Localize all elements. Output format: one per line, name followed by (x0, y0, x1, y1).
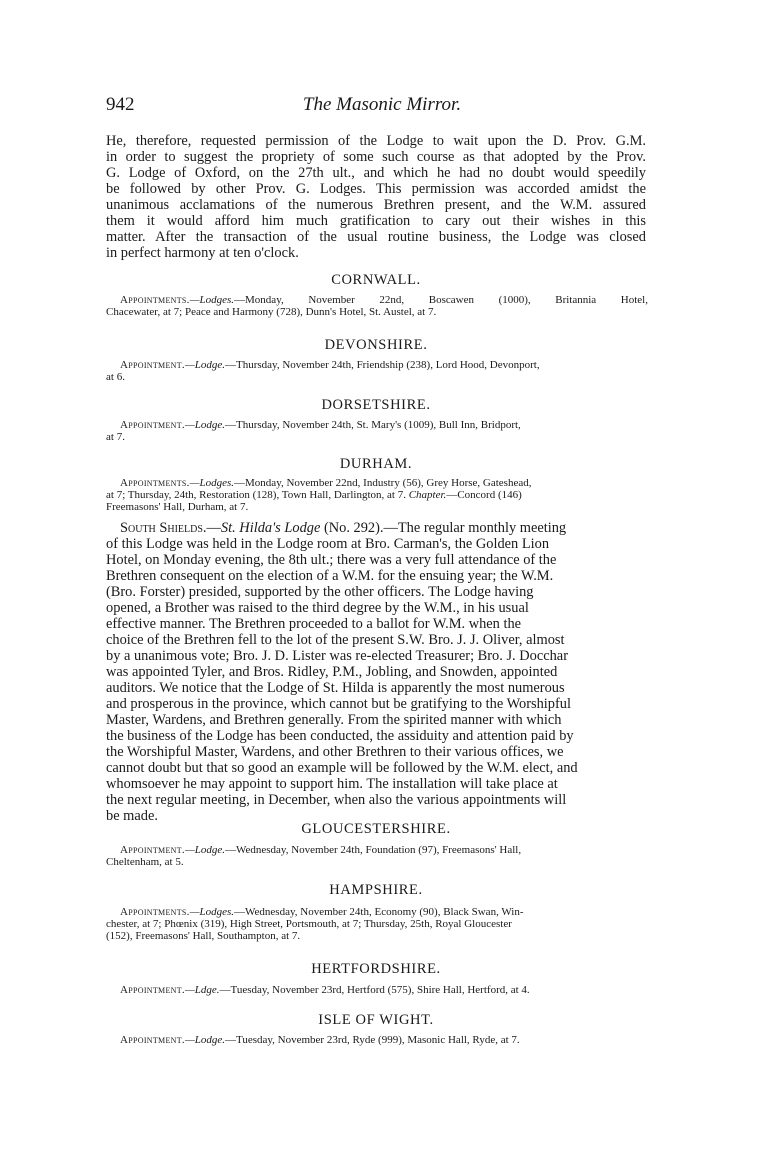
text-line: —Tuesday, November 23rd, Ryde (999), Masonic Hall, Ryde, at 7. (225, 1034, 520, 1046)
text-line: in order to suggest the propriety of some such course as that adopted by the Prov. (106, 149, 646, 165)
text-line: G. Lodge of Oxford, on the 27th ult., and which he had no doubt would speedily (106, 165, 646, 181)
text-line: unanimous acclamations of the numerous Brethren present, and the W.M. assured (106, 197, 646, 213)
text-line: of this Lodge was held in the Lodge room at Bro. Carman's, the Golden Lion (106, 536, 550, 552)
text-line: be made. (106, 808, 158, 824)
text-line: —Thursday, November 24th, St. Mary's (1009), Bull Inn, Bridport, (225, 419, 521, 431)
notice-gloucestershire (106, 844, 648, 868)
page-number: 942 (106, 94, 135, 115)
text-line: be followed by other Prov. G. Lodges. This permission was accorded amidst the (106, 181, 646, 197)
category-label: —Lodges. (189, 906, 235, 918)
section-heading-durham: DURHAM. (339, 456, 413, 472)
text-line: the business of the Lodge has been conducted, the assiduity and attention paid by (106, 728, 574, 744)
category-label: —Lodge. (184, 419, 225, 431)
text-line: (Bro. Forster) presided, supported by the other officers. The Lodge having (106, 584, 534, 600)
category-label: —Lodge. (184, 359, 225, 371)
text-line: at 6. (106, 371, 125, 383)
text-line: opened, a Brother was raised to the third degree by the W.M., in his usual (106, 600, 529, 616)
appointment-label: Appointments. (120, 294, 190, 306)
text-line: —Thursday, November 24th, Friendship (238), Lord Hood, Devonport, (225, 359, 540, 371)
text-line: He, therefore, requested permission of the Lodge to wait upon the D. Prov. G.M. (106, 133, 646, 149)
text-line: auditors. We notice that the Lodge of St. Hilda is apparently the most numerous (106, 680, 565, 696)
category-label: —Lodges. (189, 294, 235, 306)
text-line: cannot doubt but that so good an example will be followed by the W.M. elect, and (106, 760, 578, 776)
text-line: —Tuesday, November 23rd, Hertford (575), Shire Hall, Hertford, at 4. (219, 984, 530, 996)
section-heading-devonshire: DEVONSHIRE. (324, 337, 428, 353)
notice-hertfordshire (106, 984, 648, 996)
notice-devonshire (106, 359, 648, 383)
notice-dorsetshire (106, 419, 648, 443)
appointment-label: Appointment. (120, 984, 185, 996)
section-heading-dorsetshire: DORSETSHIRE. (321, 397, 431, 413)
lodge-name: St. Hilda's Lodge (220, 520, 321, 536)
chapter-label: Chapter. (408, 489, 447, 501)
appointment-label: Appointment. (120, 1034, 185, 1046)
text-line (106, 489, 648, 501)
notice-hampshire (106, 906, 648, 942)
appointment-label: Appointment. (120, 419, 185, 431)
appointment-label: Appointment. (120, 359, 185, 371)
text-line: the Worshipful Master, Wardens, and other Brethren to their various offices, we (106, 744, 564, 760)
category-label: —Lodge. (184, 1034, 225, 1046)
text-line: Hotel, on Monday evening, the 8th ult.; there was a very full attendance of the (106, 552, 557, 568)
text-line: at 7. (106, 431, 125, 443)
place-name: South Shields. (120, 520, 207, 536)
text-line: —Monday, November 22nd, Boscawen (1000), Britannia Hotel, (234, 294, 648, 306)
text-line: whomsoever he may appoint to support him. The installation will take place at (106, 776, 558, 792)
text-line: was appointed Tyler, and Bros. Ridley, P.M., Jobling, and Snowden, appointed (106, 664, 558, 680)
text-line: and prosperous in the province, which cannot but be gratifying to the Worshipful (106, 696, 571, 712)
text-line: Chacewater, at 7; Peace and Harmony (728), Dunn's Hotel, St. Austel, at 7. (106, 306, 437, 318)
appointment-label: Appointments. (120, 906, 190, 918)
journal-title: The Masonic Mirror. (302, 94, 462, 115)
section-heading-hampshire: HAMPSHIRE. (329, 882, 423, 898)
text-line: —Wednesday, November 24th, Economy (90), Black Swan, Win- (234, 906, 524, 918)
text-line: —Monday, November 22nd, Industry (56), Grey Horse, Gateshead, (234, 477, 532, 489)
section-heading-isle-of-wight: ISLE OF WIGHT. (318, 1012, 434, 1028)
section-heading-gloucestershire: GLOUCESTERSHIRE. (301, 821, 451, 837)
notice-cornwall (106, 294, 648, 318)
text-line: effective manner. The Brethren proceeded to a ballot for W.M. when the (106, 616, 522, 632)
text-line: (No. 292).—The regular monthly meeting (320, 520, 567, 536)
running-head (106, 94, 658, 120)
text-line: Cheltenham, at 5. (106, 856, 184, 868)
section-heading-hertfordshire: HERTFORDSHIRE. (311, 961, 441, 977)
text-line: (152), Freemasons' Hall, Southampton, at 7. (106, 930, 301, 942)
text-line: Brethren consequent on the election of a W.M. for the ensuing year; the W.M. (106, 568, 554, 584)
category-label: —Lodge. (184, 844, 225, 856)
text-line: choice of the Brethren fell to the lot of the present S.W. Bro. J. J. Oliver, almost (106, 632, 565, 648)
category-label: —Lodges. (189, 477, 235, 489)
text-line: by a unanimous vote; Bro. J. D. Lister was re-elected Treasurer; Bro. J. Docchar (106, 648, 568, 664)
category-label: —Ldge. (184, 984, 220, 996)
text-line: matter. After the transaction of the usual routine business, the Lodge was closed (106, 229, 646, 245)
south-shields-report (106, 520, 646, 824)
section-heading-cornwall: CORNWALL. (331, 272, 421, 288)
text-line: Master, Wardens, and Brethren generally. From the spirited manner with which (106, 712, 562, 728)
dash: — (206, 520, 221, 536)
appointment-label: Appointment. (120, 844, 185, 856)
text-fragment: at 7; Thursday, 24th, Restoration (128), Town Hall, Darlington, at 7. (106, 489, 409, 501)
text-line: chester, at 7; Phœnix (319), High Street, Portsmouth, at 7; Thursday, 25th, Royal Gloucester (106, 918, 512, 930)
intro-paragraph (106, 133, 646, 261)
text-line: —Wednesday, November 24th, Foundation (97), Freemasons' Hall, (225, 844, 522, 856)
text-line: them it would afford him much gratification to cary out their wishes in this (106, 213, 646, 229)
text-fragment: —Concord (146) (446, 489, 522, 501)
appointment-label: Appointments. (120, 477, 190, 489)
text-line: in perfect harmony at ten o'clock. (106, 245, 299, 261)
notice-durham (106, 477, 648, 513)
notice-isle-of-wight (106, 1034, 648, 1046)
text-line: the next regular meeting, in December, when also the various appointments will (106, 792, 567, 808)
text-line: Freemasons' Hall, Durham, at 7. (106, 501, 249, 513)
